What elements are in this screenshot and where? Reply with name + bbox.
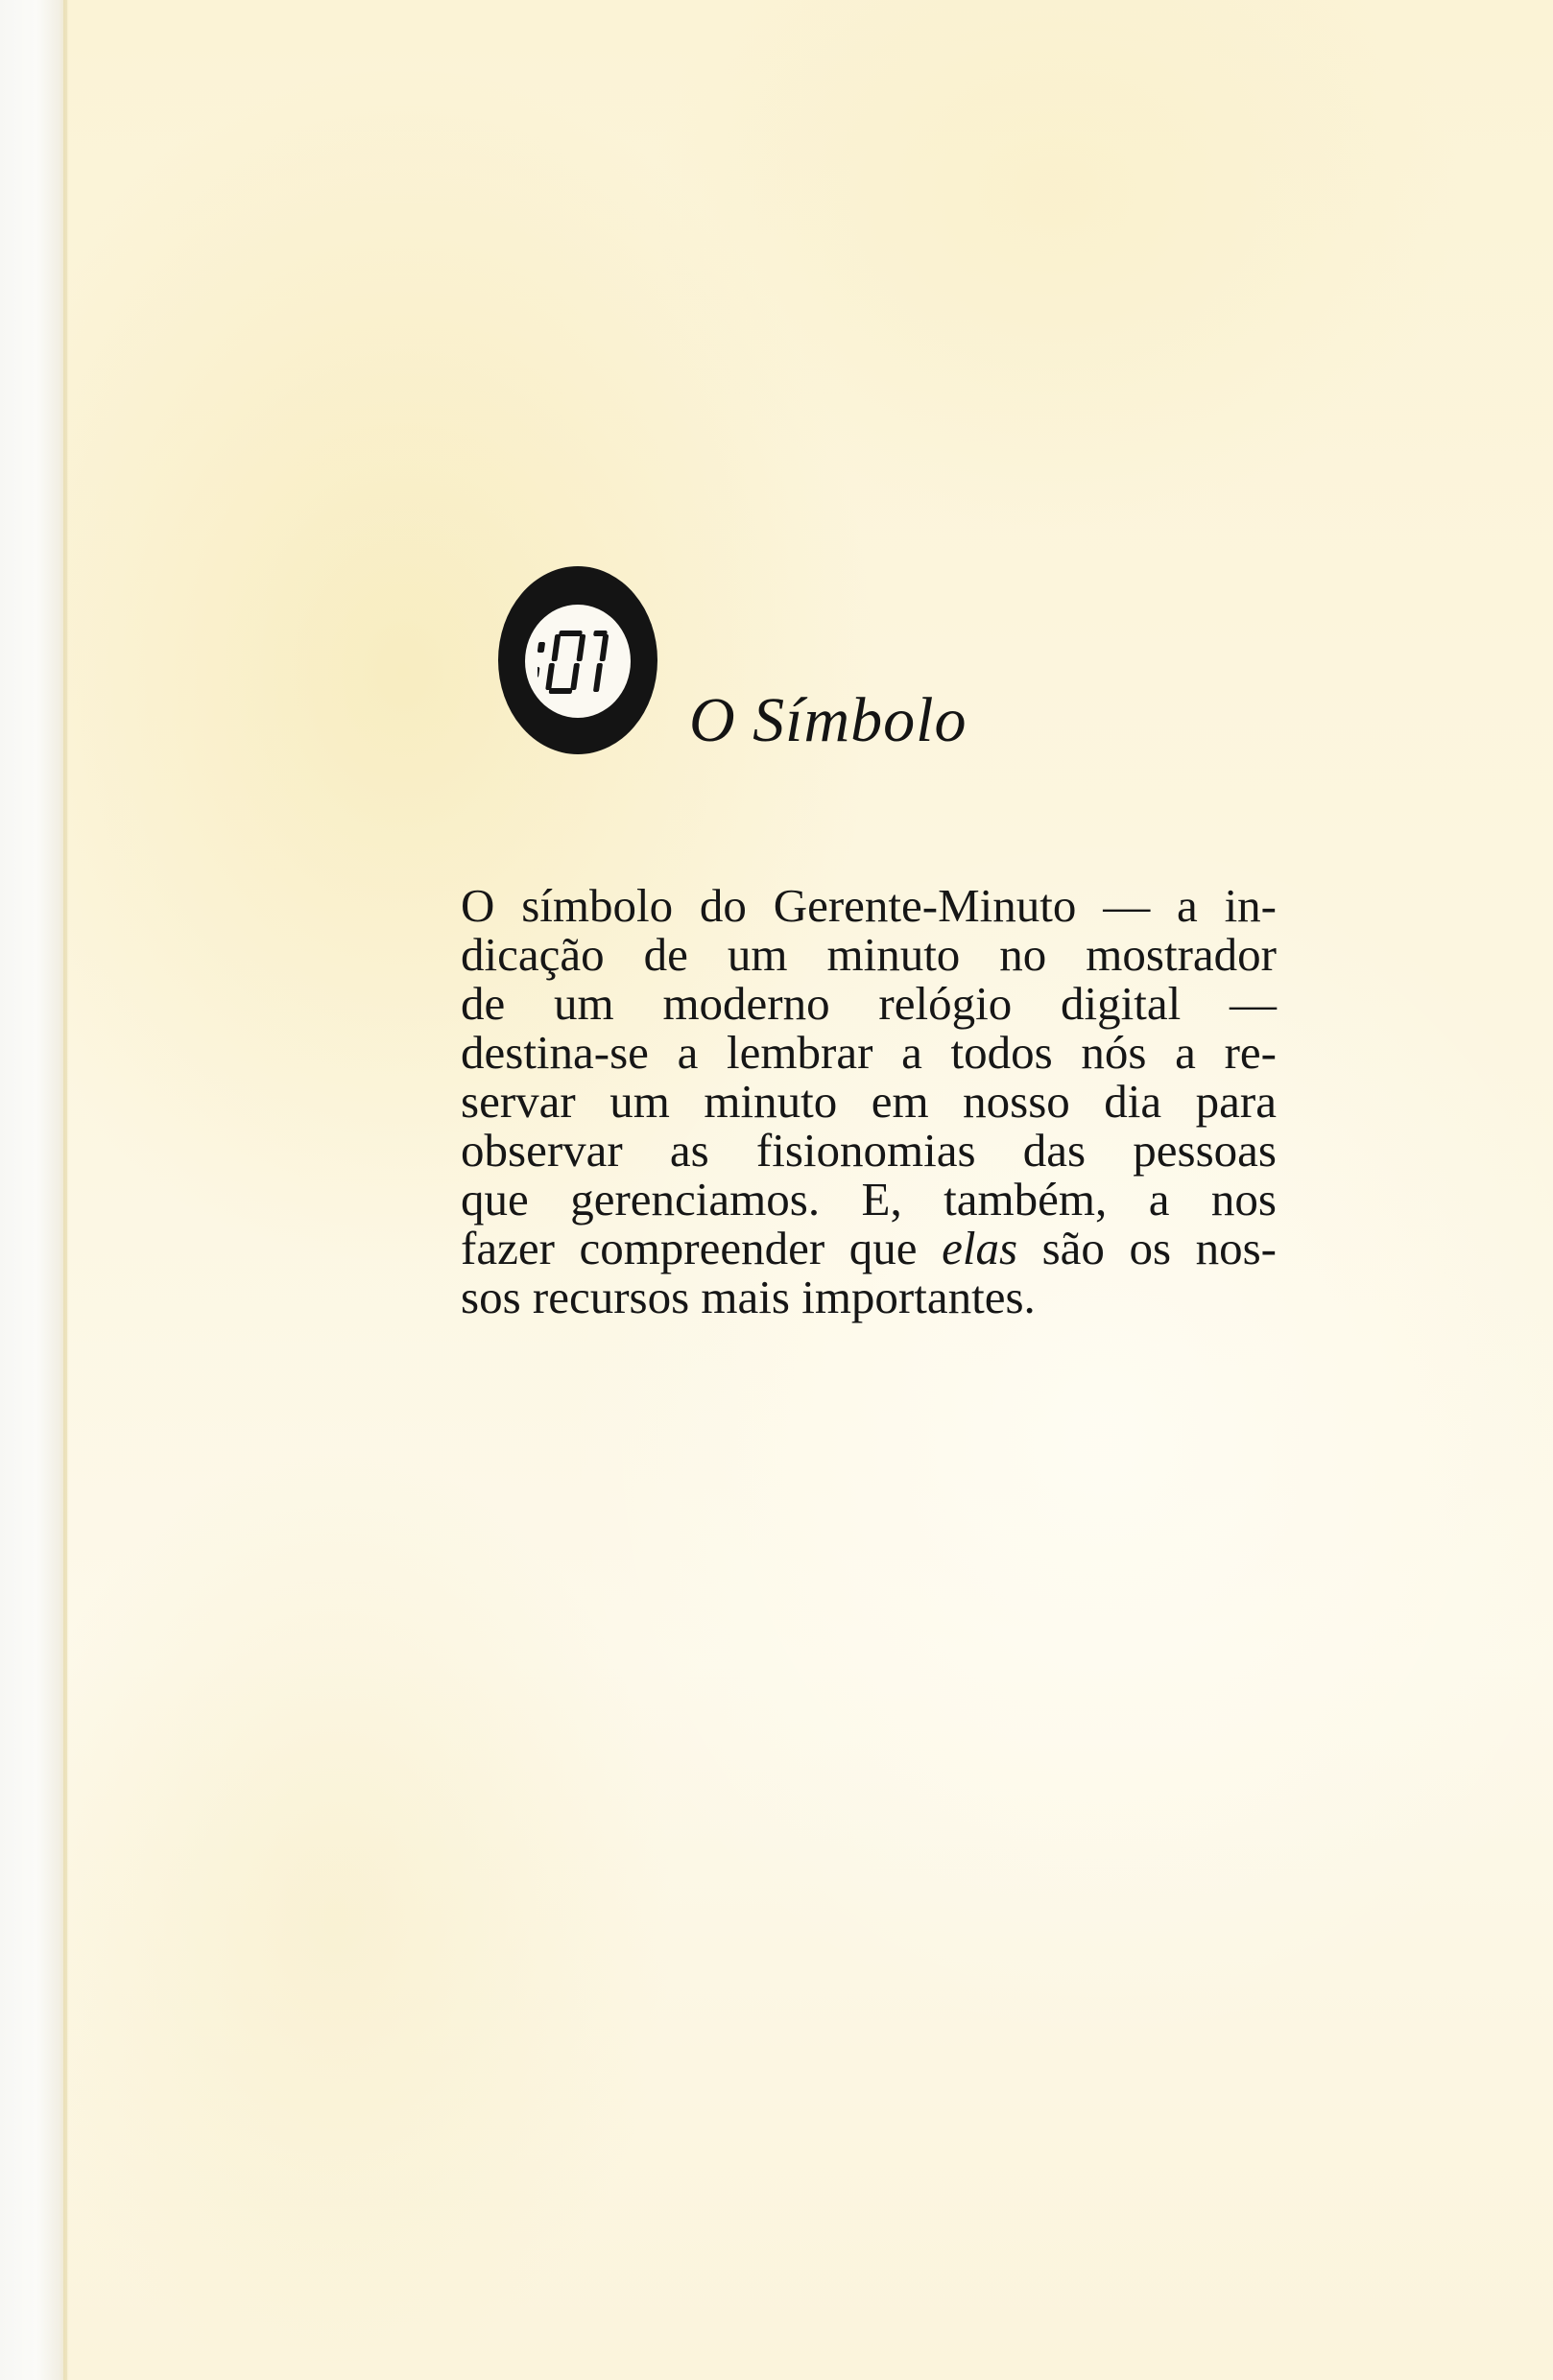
page-binding-shadow	[63, 0, 69, 2380]
text-line: servar um minuto em nosso dia para	[461, 1075, 1277, 1128]
text-line: dicação de um minuto no mostrador	[461, 928, 1277, 981]
seven-segment-digits-icon	[538, 623, 618, 700]
text-line: de um moderno relógio digital —	[461, 977, 1277, 1030]
body-paragraph	[461, 881, 1277, 1321]
text-line: observar as fisionomias das pessoas	[461, 1124, 1277, 1177]
text-line: que gerenciamos. E, também, a nos	[461, 1173, 1277, 1226]
text-line: sos recursos mais importantes.	[461, 1271, 1036, 1323]
page-binding-edge	[0, 0, 67, 2380]
clock-face	[525, 605, 631, 718]
text-line-with-emphasis	[461, 1224, 1277, 1273]
emphasized-word: elas	[942, 1222, 1018, 1274]
chapter-title: O Símbolo	[689, 685, 968, 755]
text-line: O símbolo do Gerente-Minuto — a in-	[461, 879, 1277, 932]
text-segment: fazer compreender que	[461, 1222, 943, 1274]
text-line: destina-se a lembrar a todos nós a re-	[461, 1026, 1277, 1079]
digital-clock-symbol-icon	[498, 566, 657, 754]
text-segment: são os nos-	[1017, 1222, 1277, 1274]
